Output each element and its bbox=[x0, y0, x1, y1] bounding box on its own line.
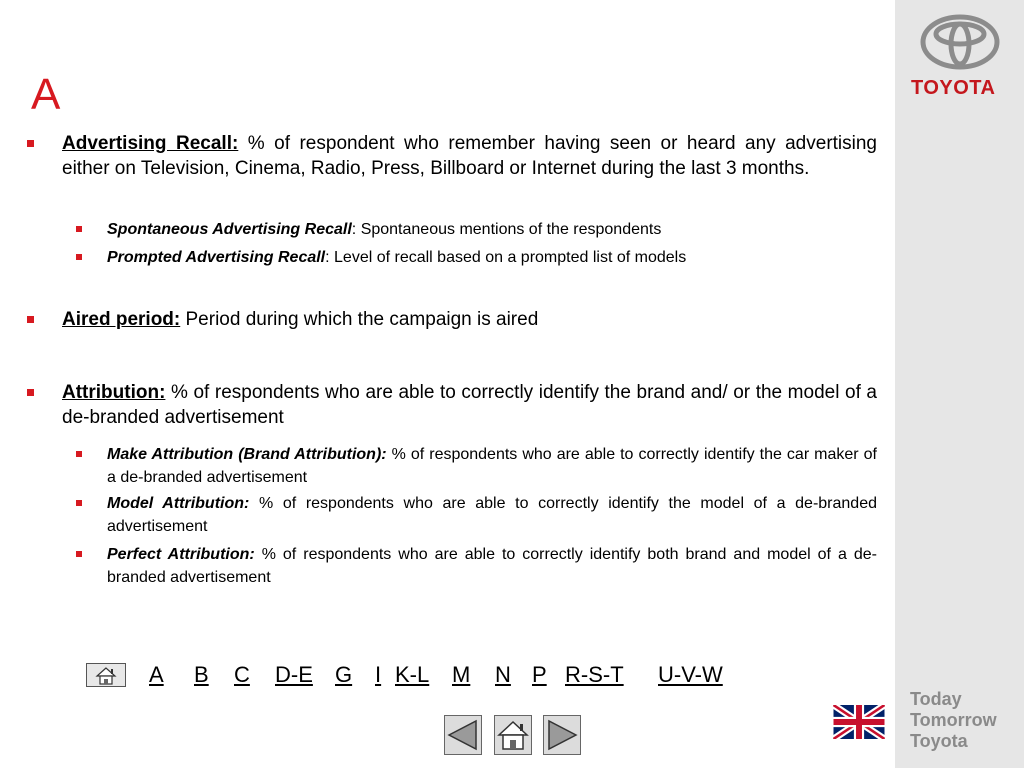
page-title: A bbox=[31, 70, 61, 119]
tagline-line: Tomorrow bbox=[910, 710, 997, 730]
sub-bullet bbox=[76, 226, 82, 232]
term-label: Aired period: bbox=[62, 309, 181, 330]
toyota-emblem-icon bbox=[920, 14, 1000, 70]
term-label: Attribution: bbox=[62, 382, 166, 403]
definition-make-attribution bbox=[107, 443, 877, 489]
term-label: Prompted Advertising Recall bbox=[107, 249, 326, 266]
definition-text: % of respondents who are able to correctly identify both brand and model of a de-branded advertisement bbox=[107, 546, 877, 586]
definition-text: % of respondent who remember having seen or heard any advertising either on Television, Cinema, Radio, Press, Billboard or Internet during the last 3 months. bbox=[62, 133, 877, 179]
term-label: Spontaneous Advertising Recall bbox=[107, 221, 352, 238]
sub-bullet bbox=[76, 500, 82, 506]
home-icon bbox=[87, 664, 125, 686]
tagline-line: Today bbox=[910, 689, 962, 709]
back-arrow-icon bbox=[445, 716, 481, 754]
sub-bullet bbox=[76, 451, 82, 457]
definition-aired-period bbox=[62, 307, 877, 332]
home-large-button[interactable] bbox=[494, 715, 532, 755]
definition-text: : Spontaneous mentions of the respondents bbox=[351, 221, 662, 238]
nav-link-i[interactable]: I bbox=[375, 662, 382, 687]
nav-link-c[interactable]: C bbox=[234, 662, 250, 687]
nav-link-d-e[interactable]: D-E bbox=[275, 662, 313, 687]
term-label: Advertising Recall: bbox=[62, 133, 239, 154]
definition-text: % of respondents who are able to correctly identify the brand and/ or the model of a de-branded advertisement bbox=[62, 382, 877, 428]
uk-flag-icon bbox=[833, 705, 885, 739]
language-button[interactable] bbox=[833, 705, 885, 739]
nav-link-m[interactable]: M bbox=[452, 662, 471, 687]
definition-text: : Level of recall based on a prompted list of models bbox=[325, 249, 687, 266]
definition-attribution bbox=[62, 380, 877, 430]
term-label: Perfect Attribution: bbox=[107, 546, 255, 563]
home-button[interactable] bbox=[86, 663, 126, 687]
sub-bullet bbox=[76, 551, 82, 557]
nav-link-p[interactable]: P bbox=[532, 662, 547, 687]
nav-link-b[interactable]: B bbox=[194, 662, 209, 687]
bullet bbox=[27, 316, 34, 323]
bullet bbox=[27, 389, 34, 396]
nav-link-n[interactable]: N bbox=[495, 662, 511, 687]
forward-arrow-icon bbox=[544, 716, 580, 754]
nav-link-k-l[interactable]: K-L bbox=[395, 662, 430, 687]
home-icon bbox=[495, 716, 531, 754]
definition-prompted-recall bbox=[107, 246, 877, 269]
brand-sidebar bbox=[895, 0, 1024, 768]
bullet bbox=[27, 140, 34, 147]
nav-link-a[interactable]: A bbox=[149, 662, 164, 687]
nav-link-g[interactable]: G bbox=[335, 662, 353, 687]
brand-wordmark: TOYOTA bbox=[911, 77, 996, 99]
definition-advertising-recall bbox=[62, 131, 877, 181]
nav-link-r-s-t[interactable]: R-S-T bbox=[565, 662, 624, 687]
definition-model-attribution bbox=[107, 492, 877, 538]
definition-text: % of respondents who are able to correctly identify the car maker of a de-branded advertisement bbox=[107, 446, 877, 486]
definition-perfect-attribution bbox=[107, 543, 877, 589]
term-label: Make Attribution (Brand Attribution): bbox=[107, 446, 387, 463]
definition-text: Period during which the campaign is aired bbox=[180, 309, 539, 330]
definition-spontaneous-recall bbox=[107, 218, 877, 241]
definition-text: % of respondents who are able to correctly identify the model of a de-branded advertisement bbox=[107, 495, 877, 535]
term-label: Model Attribution: bbox=[107, 495, 250, 512]
tagline-line: Toyota bbox=[910, 731, 968, 751]
next-button[interactable] bbox=[543, 715, 581, 755]
sub-bullet bbox=[76, 254, 82, 260]
nav-link-u-v-w[interactable]: U-V-W bbox=[658, 662, 723, 687]
previous-button[interactable] bbox=[444, 715, 482, 755]
